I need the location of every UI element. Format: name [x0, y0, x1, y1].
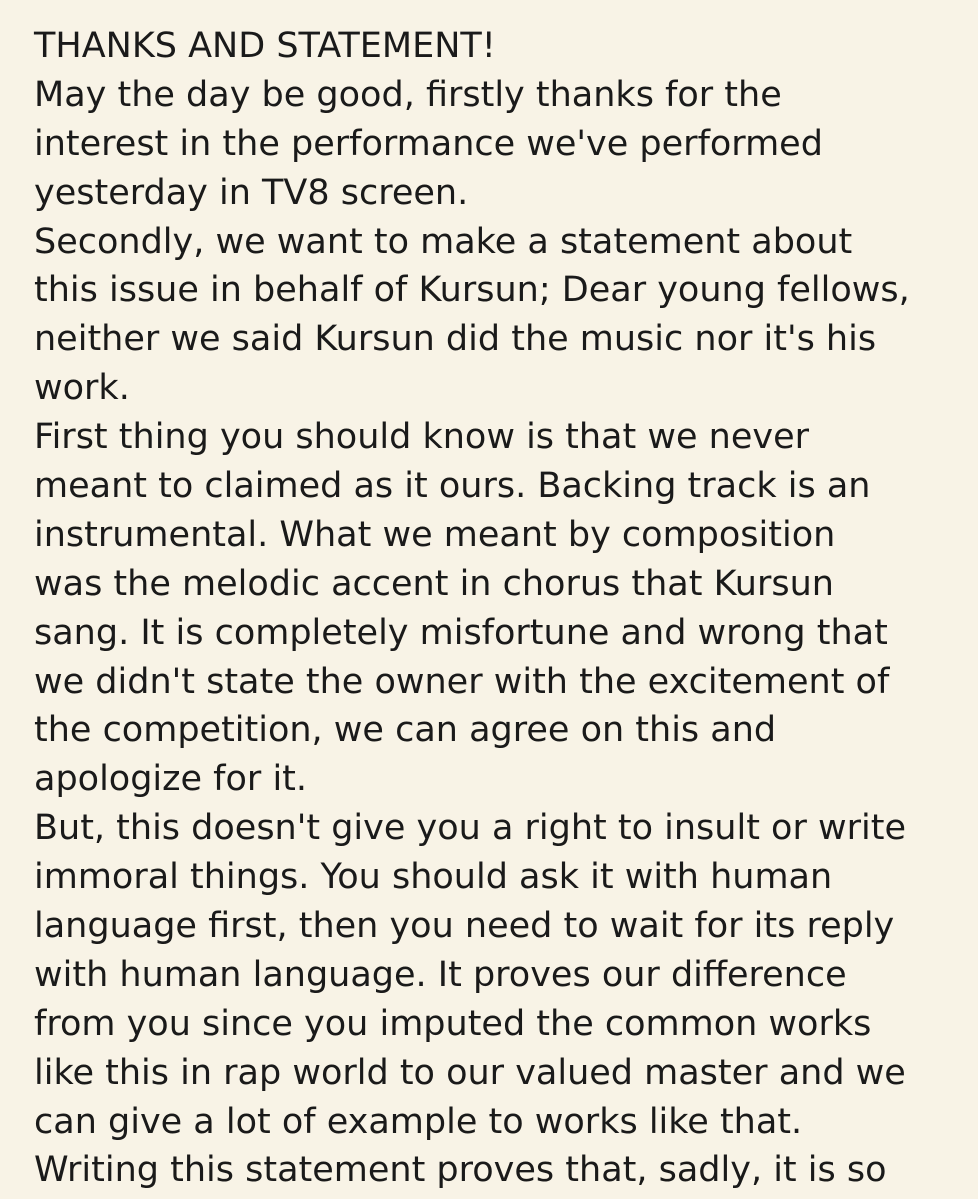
note-line: instrumental. What we meant by composition: [34, 514, 836, 555]
note-line: neither we said Kursun did the music nor it's his: [34, 319, 877, 360]
note-line: the competition, we can agree on this and: [34, 710, 777, 751]
note-line: was the melodic accent in chorus that Kursun: [34, 563, 834, 604]
note-line: can give a lot of example to works like that.: [34, 1101, 803, 1142]
note-text: [34, 22, 964, 1195]
note-line: from you since you imputed the common works: [34, 1003, 872, 1044]
note-line: Secondly, we want to make a statement about: [34, 221, 853, 262]
note-line: sang. It is completely misfortune and wrong that: [34, 612, 888, 653]
note-line: we didn't state the owner with the excitement of: [34, 661, 890, 702]
note-line: this issue in behalf of Kursun; Dear young fellows,: [34, 270, 910, 311]
note-line: Writing this statement proves that, sadly, it is so: [34, 1150, 887, 1191]
note-line: First thing you should know is that we never: [34, 417, 809, 458]
note-line: with human language. It proves our difference: [34, 954, 847, 995]
note-line: interest in the performance we've performed: [34, 123, 823, 164]
note-title: THANKS AND STATEMENT!: [34, 26, 496, 66]
note-line: immoral things. You should ask it with human: [34, 857, 833, 898]
note-line: work.: [34, 368, 130, 409]
note-line: meant to claimed as it ours. Backing track is an: [34, 466, 871, 507]
note-line: apologize for it.: [34, 759, 308, 800]
note-line: May the day be good, firstly thanks for the: [34, 74, 782, 115]
note-line: language first, then you need to wait for its reply: [34, 906, 895, 947]
note-line: like this in rap world to our valued master and we: [34, 1052, 906, 1093]
note-line: But, this doesn't give you a right to insult or write: [34, 808, 906, 849]
note-line: yesterday in TV8 screen.: [34, 172, 469, 213]
